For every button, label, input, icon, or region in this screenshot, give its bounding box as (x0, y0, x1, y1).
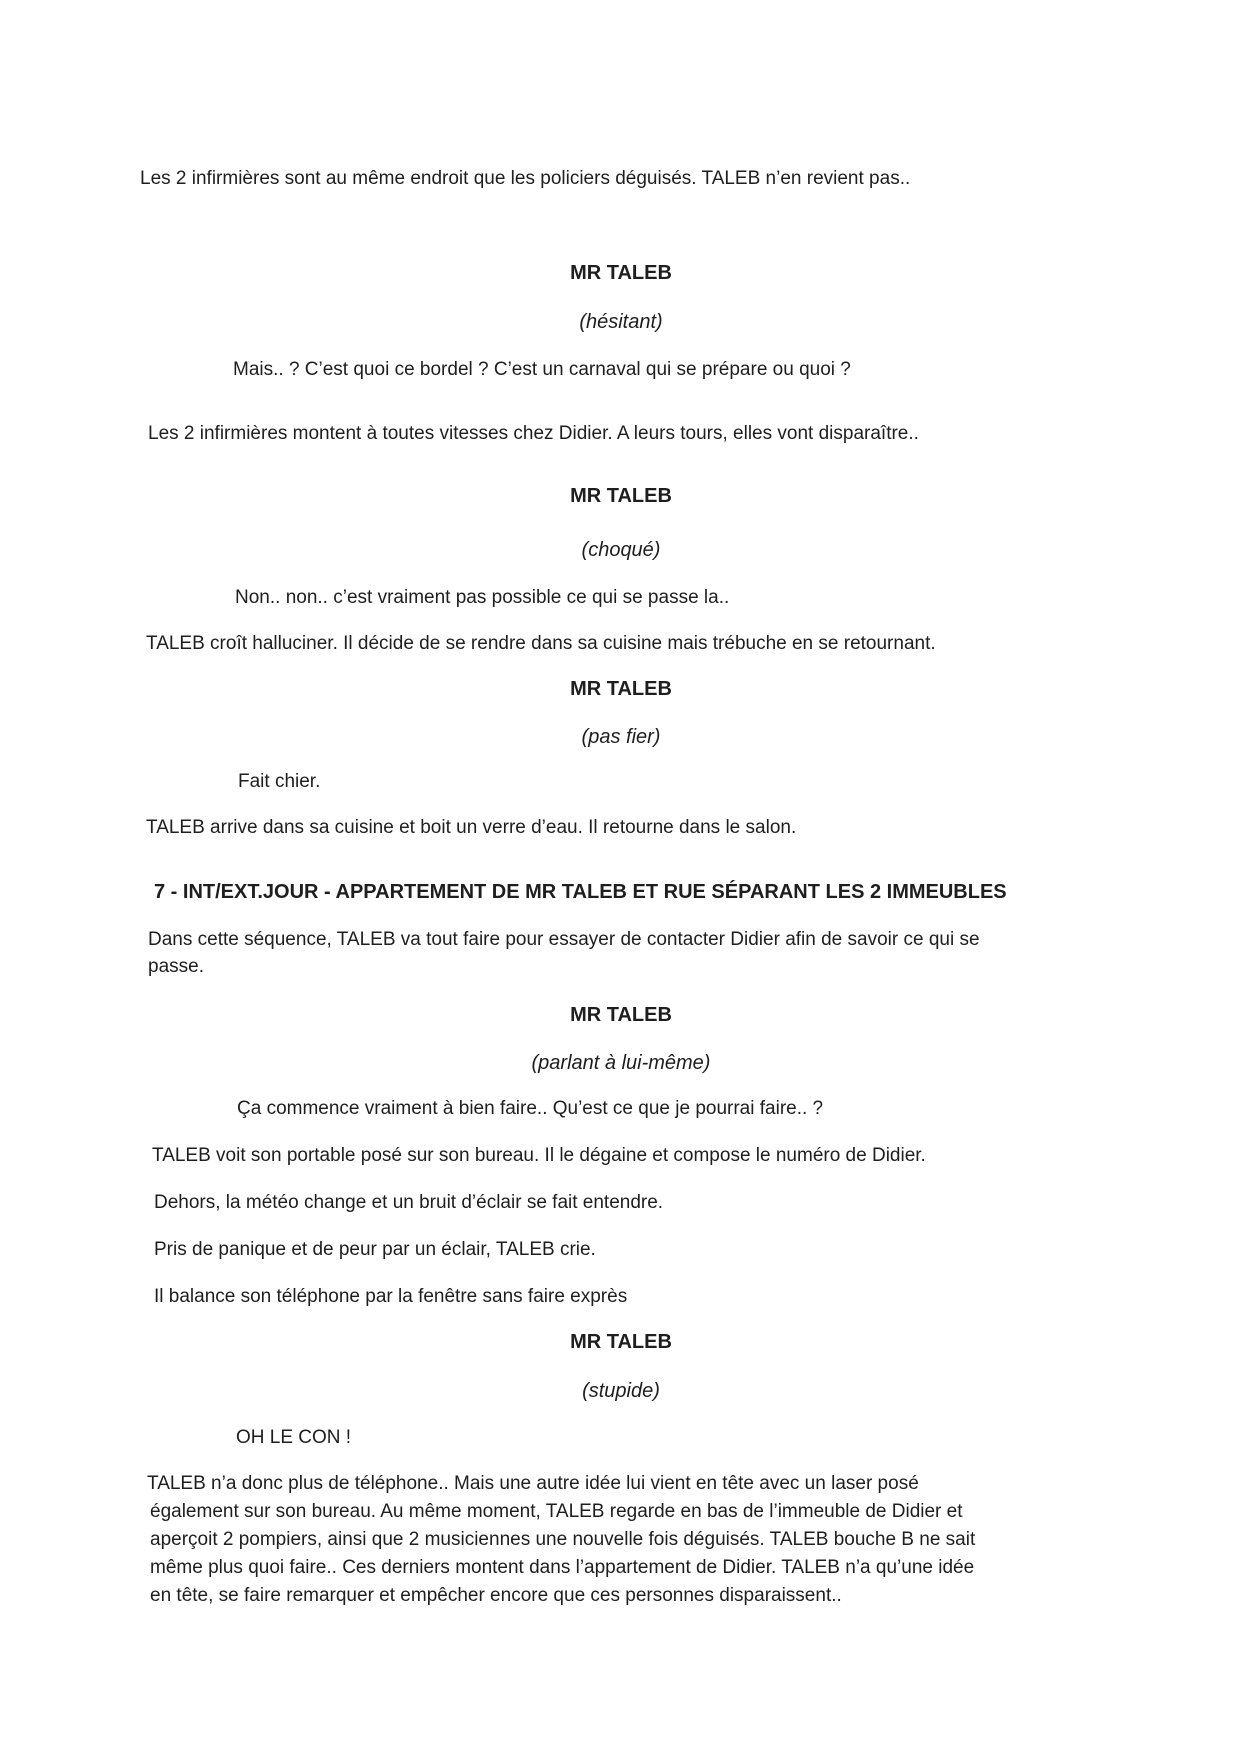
action-line: Les 2 infirmières sont au même endroit que les policiers déguisés. TALEB n’en revient pas.. (140, 168, 911, 189)
action-line: Dehors, la météo change et un bruit d’éclair se fait entendre. (154, 1192, 664, 1213)
action-line: aperçoit 2 pompiers, ainsi que 2 musiciennes une nouvelle fois déguisés. TALEB bouche B ne sait (150, 1529, 976, 1550)
action-line: TALEB arrive dans sa cuisine et boit un verre d’eau. Il retourne dans le salon. (146, 817, 797, 838)
action-line: passe. (148, 956, 204, 977)
action-line: Il balance son téléphone par la fenêtre sans faire exprès (154, 1286, 628, 1307)
dialogue-line: OH LE CON ! (236, 1427, 352, 1448)
action-line: Dans cette séquence, TALEB va tout faire pour essayer de contacter Didier afin de savoir ce qui se (148, 929, 980, 950)
dialogue-line: Fait chier. (238, 771, 321, 792)
scene-heading: 7 - INT/EXT.JOUR - APPARTEMENT DE MR TALEB ET RUE SÉPARANT LES 2 IMMEUBLES (154, 881, 1007, 903)
parenthetical: (hésitant) (579, 311, 663, 333)
action-line: TALEB croît halluciner. Il décide de se rendre dans sa cuisine mais trébuche en se retournant. (146, 633, 936, 654)
parenthetical: (stupide) (582, 1380, 660, 1402)
action-line: également sur son bureau. Au même moment, TALEB regarde en bas de l’immeuble de Didier et (150, 1501, 963, 1522)
character-name: MR TALEB (570, 1331, 672, 1353)
character-name: MR TALEB (570, 678, 672, 700)
dialogue-line: Non.. non.. c’est vraiment pas possible ce qui se passe la.. (235, 587, 730, 608)
character-name: MR TALEB (570, 262, 672, 284)
action-line: TALEB voit son portable posé sur son bureau. Il le dégaine et compose le numéro de Didier. (152, 1145, 926, 1166)
character-name: MR TALEB (570, 1004, 672, 1026)
action-line: même plus quoi faire.. Ces derniers montent dans l’appartement de Didier. TALEB n’a qu’une idée (150, 1557, 975, 1578)
action-line: Les 2 infirmières montent à toutes vitesses chez Didier. A leurs tours, elles vont disparaître.. (148, 423, 919, 444)
dialogue-line: Ça commence vraiment à bien faire.. Qu’est ce que je pourrai faire.. ? (237, 1098, 824, 1119)
parenthetical: (pas fier) (581, 726, 661, 748)
parenthetical: (choqué) (581, 539, 661, 561)
action-line: TALEB n’a donc plus de téléphone.. Mais une autre idée lui vient en tête avec un laser posé (147, 1473, 919, 1494)
action-line: Pris de panique et de peur par un éclair, TALEB crie. (154, 1239, 596, 1260)
action-line: en tête, se faire remarquer et empêcher encore que ces personnes disparaissent.. (150, 1585, 842, 1606)
character-name: MR TALEB (570, 485, 672, 507)
dialogue-line: Mais.. ? C’est quoi ce bordel ? C’est un carnaval qui se prépare ou quoi ? (233, 359, 851, 380)
parenthetical: (parlant à lui-même) (531, 1052, 711, 1074)
